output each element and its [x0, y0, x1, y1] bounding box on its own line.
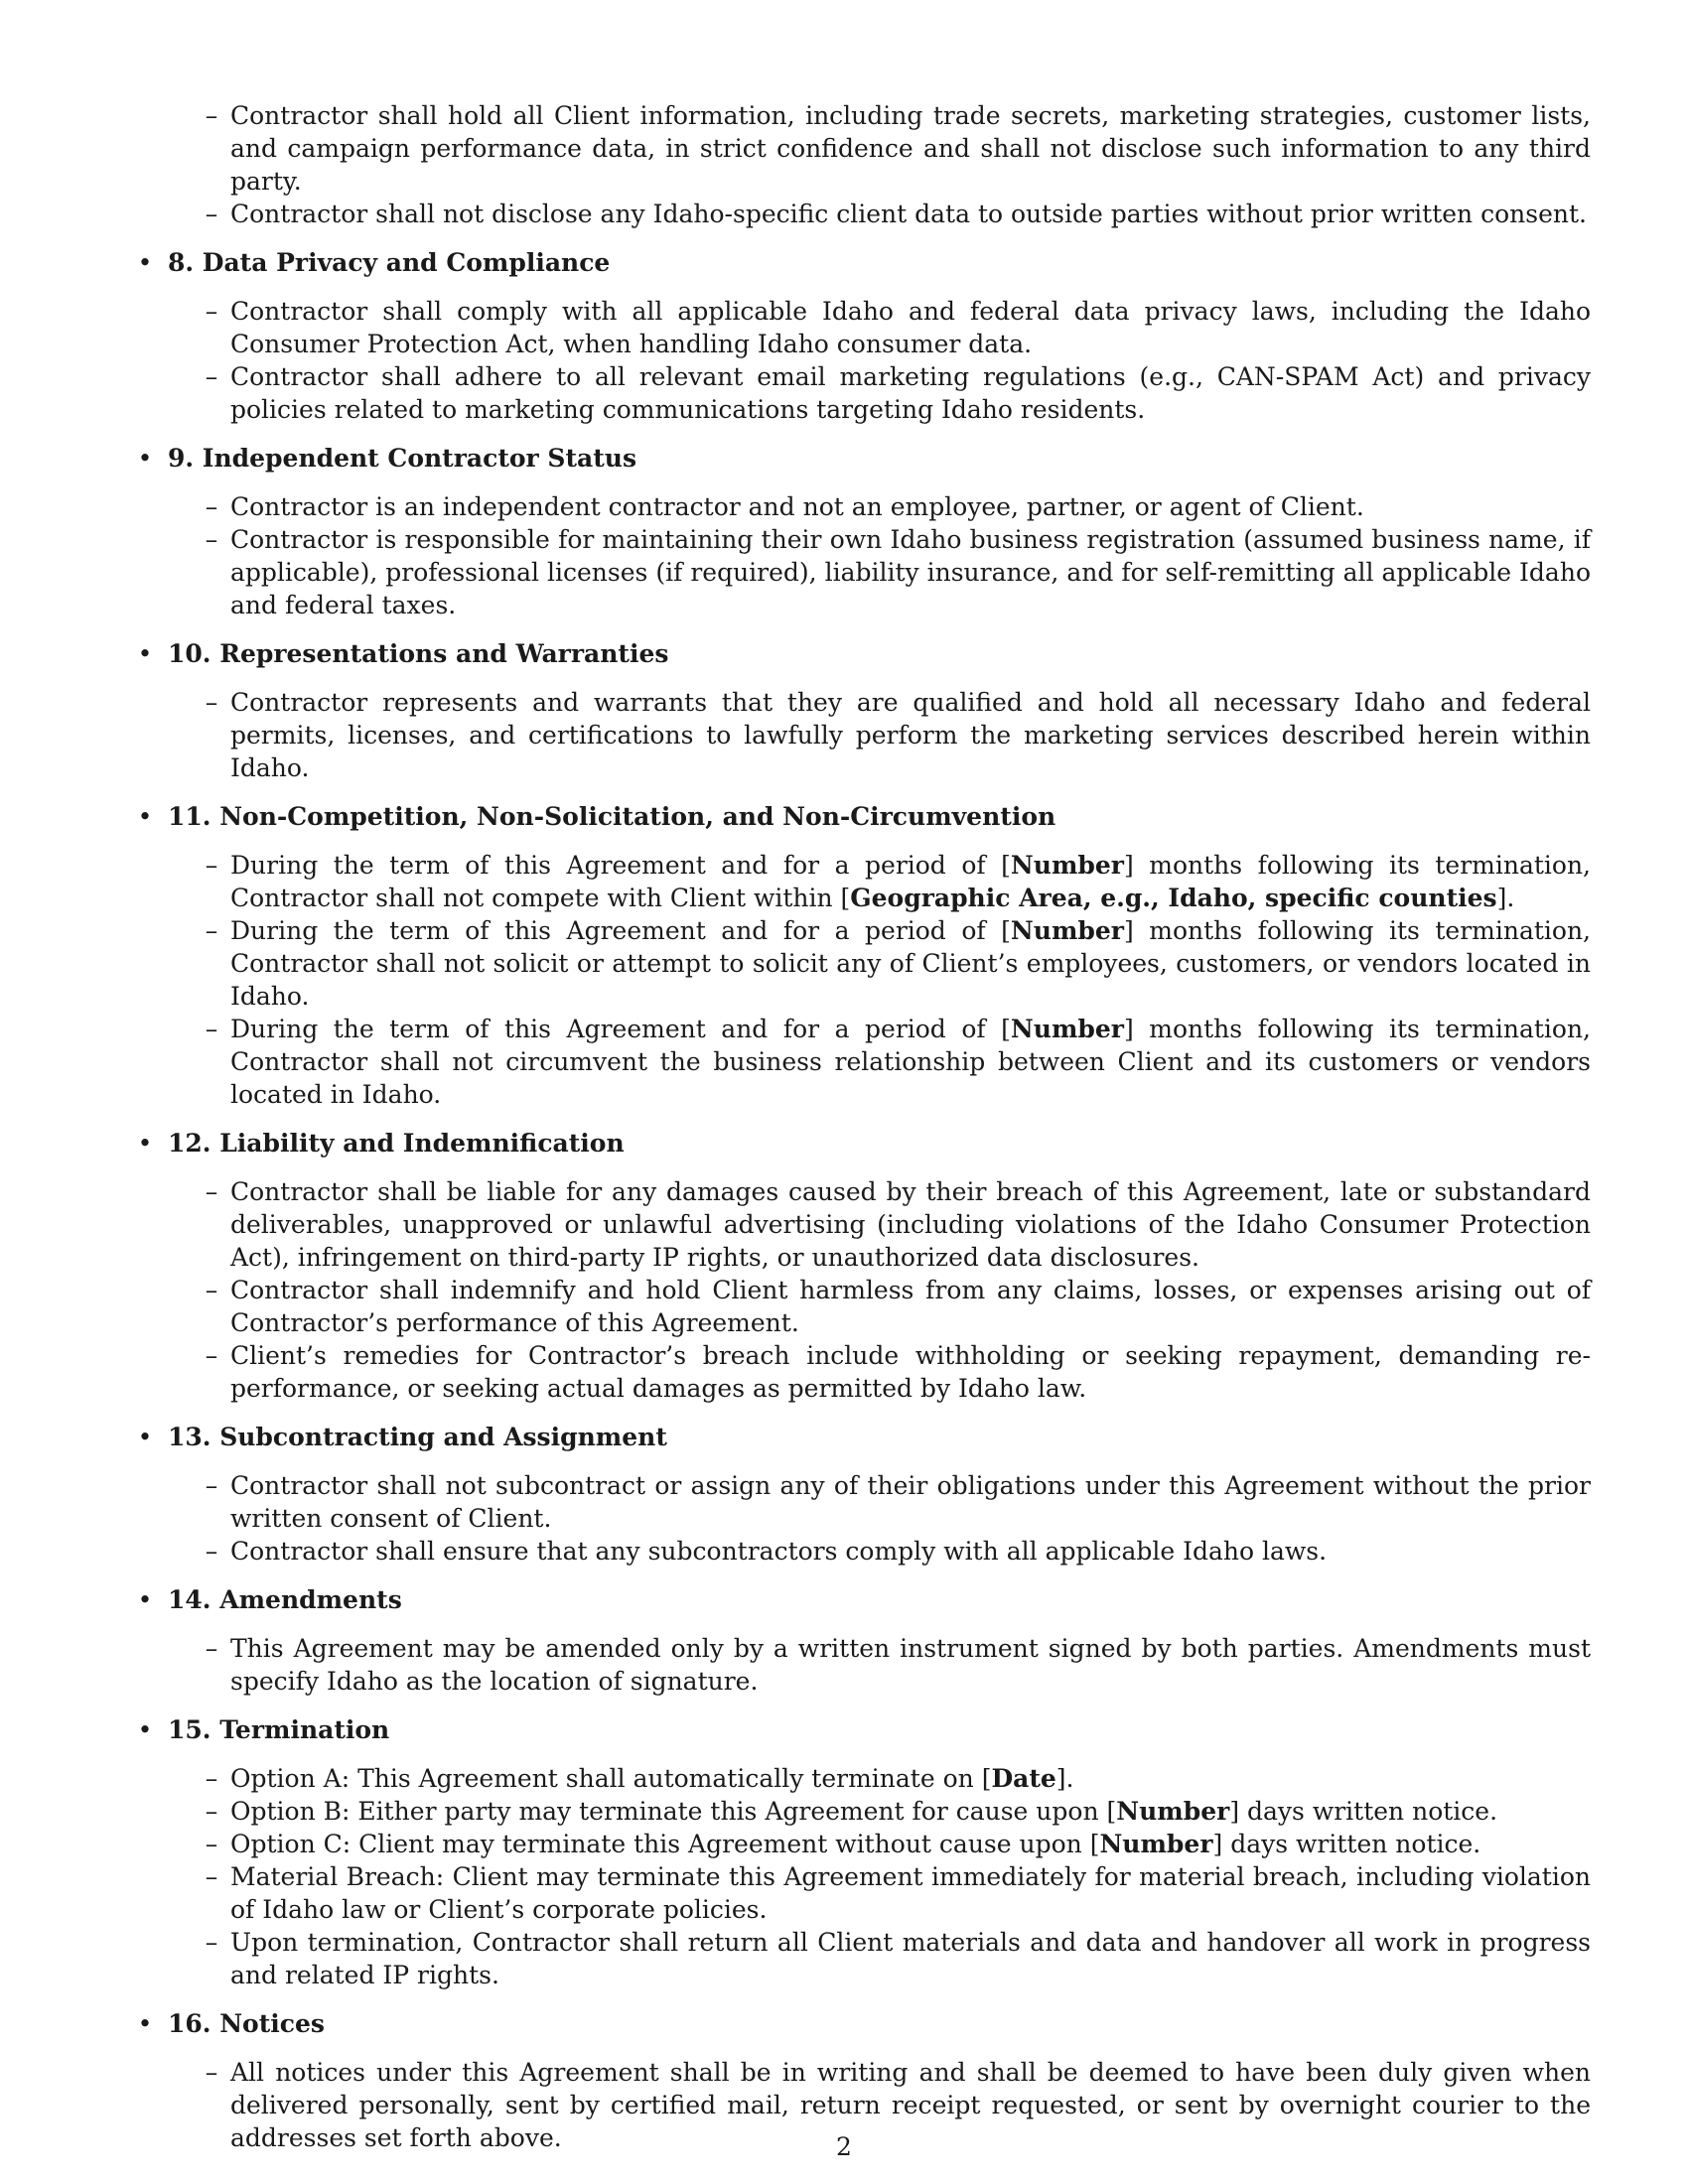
clause-item: [205, 99, 1591, 198]
bold-placeholder: Number: [1010, 851, 1124, 880]
dash-marker: –: [205, 1177, 218, 1206]
section: [135, 1583, 1591, 1698]
dash-marker: –: [205, 1830, 218, 1858]
bold-placeholder: Number: [1099, 1830, 1213, 1858]
section: [135, 246, 1591, 426]
bold-placeholder: Number: [1010, 1015, 1124, 1043]
clause-text: Option A: This Agreement shall automatically terminate on [Date].: [230, 1764, 1074, 1793]
dash-marker: –: [205, 1276, 218, 1304]
section-heading: 10. Representations and Warranties: [168, 639, 669, 668]
dash-marker: –: [205, 525, 218, 554]
clause-item: [205, 1013, 1591, 1111]
clause-text: During the term of this Agreement and for a period of [Number] months following its termination, Contractor shall not circumvent the business relationship between Client and its customers or vendors located in Idaho.: [230, 1015, 1591, 1109]
dash-marker: –: [205, 851, 218, 880]
clause-text: Contractor is an independent contractor and not an employee, partner, or agent of Client.: [230, 492, 1364, 521]
clause-text: During the term of this Agreement and for a period of [Number] months following its termination, Contractor shall not compete with Client within [Geographic Area, e.g., Idaho, specific counties].: [230, 851, 1591, 912]
clause-item: [205, 1926, 1591, 1991]
dash-marker: –: [205, 2058, 218, 2087]
bullet-marker: •: [137, 802, 153, 831]
bullet-marker: •: [137, 1129, 153, 1158]
clause-item: [205, 1795, 1591, 1828]
clause-item: [205, 849, 1591, 914]
clause-item: [205, 1274, 1591, 1339]
page-number: 2: [836, 2132, 852, 2161]
clause-item: [205, 1469, 1591, 1535]
clause-text: Contractor represents and warrants that they are qualified and hold all necessary Idaho and federal permits, licenses, and certifications to lawfully perform the marketing services described herein within Idaho.: [230, 688, 1591, 782]
dash-marker: –: [205, 1471, 218, 1500]
clause-item: [205, 360, 1591, 426]
section-heading: 15. Termination: [168, 1715, 390, 1744]
bullet-marker: •: [137, 1423, 153, 1451]
dash-marker: –: [205, 297, 218, 326]
dash-marker: –: [205, 362, 218, 391]
clause-list: [168, 1632, 1591, 1698]
section: [135, 800, 1591, 1111]
clause-text: Contractor shall comply with all applicable Idaho and federal data privacy laws, including the Idaho Consumer Protection Act, when handling Idaho consumer data.: [230, 297, 1591, 358]
clause-item: [205, 1762, 1591, 1795]
clause-list: [168, 849, 1591, 1111]
section: [135, 1713, 1591, 1991]
clause-text: All notices under this Agreement shall be in writing and shall be deemed to have been duly given when delivered personally, sent by certified mail, return receipt requested, or sent by overnight courier to the addresses set forth above.: [230, 2058, 1591, 2152]
bullet-marker: •: [137, 2009, 153, 2038]
dash-marker: –: [205, 1634, 218, 1663]
clause-item: [205, 490, 1591, 523]
dash-marker: –: [205, 1015, 218, 1043]
clause-text: Contractor shall not disclose any Idaho-specific client data to outside parties without prior written consent.: [230, 200, 1587, 228]
section: [135, 442, 1591, 621]
section: [135, 1127, 1591, 1405]
section-heading: 14. Amendments: [168, 1585, 402, 1614]
clause-item: [205, 1828, 1591, 1860]
dash-marker: –: [205, 688, 218, 717]
bold-placeholder: Number: [1116, 1797, 1230, 1826]
bullet-marker: •: [137, 1715, 153, 1744]
dash-marker: –: [205, 1797, 218, 1826]
bold-placeholder: Date: [991, 1764, 1056, 1793]
lead-item-list: [135, 99, 1591, 230]
bullet-marker: •: [137, 1585, 153, 1614]
clause-item: [205, 686, 1591, 784]
clause-text: Contractor shall adhere to all relevant email marketing regulations (e.g., CAN-SPAM Act) and privacy policies related to marketing communications targeting Idaho residents.: [230, 362, 1591, 424]
dash-marker: –: [205, 916, 218, 945]
bold-placeholder: Geographic Area, e.g., Idaho, specific counties: [850, 884, 1497, 912]
clause-list: [168, 1469, 1591, 1568]
clause-list: [168, 295, 1591, 426]
clause-text: Option B: Either party may terminate this Agreement for cause upon [Number] days written notice.: [230, 1797, 1498, 1826]
clause-item: [205, 1535, 1591, 1568]
dash-marker: –: [205, 101, 218, 130]
dash-marker: –: [205, 200, 218, 228]
section-list: [135, 246, 1591, 2154]
clause-text: Contractor shall be liable for any damages caused by their breach of this Agreement, late or substandard deliverables, unapproved or unlawful advertising (including violations of the Idaho Consumer Protection Act), infringement on third-party IP rights, or unauthorized data disclosures.: [230, 1177, 1591, 1272]
clause-text: Option C: Client may terminate this Agreement without cause upon [Number] days written notice.: [230, 1830, 1481, 1858]
dash-marker: –: [205, 1537, 218, 1566]
section-heading: 8. Data Privacy and Compliance: [168, 248, 611, 277]
clause-text: Material Breach: Client may terminate this Agreement immediately for material breach, including violation of Idaho law or Client’s corporate policies.: [230, 1862, 1591, 1924]
dash-marker: –: [205, 1764, 218, 1793]
clause-list: [168, 490, 1591, 621]
section-heading: 12. Liability and Indemnification: [168, 1129, 625, 1158]
clause-list: [168, 686, 1591, 784]
dash-marker: –: [205, 1341, 218, 1370]
section: [135, 637, 1591, 784]
section-heading: 9. Independent Contractor Status: [168, 444, 637, 473]
clause-item: [205, 198, 1591, 230]
clause-text: Client’s remedies for Contractor’s breach include withholding or seeking repayment, demanding re-performance, or seeking actual damages as permitted by Idaho law.: [230, 1341, 1591, 1403]
clause-text: During the term of this Agreement and for a period of [Number] months following its termination, Contractor shall not solicit or attempt to solicit any of Client’s employees, customers, or vendors located in Idaho.: [230, 916, 1591, 1011]
clause-item: [205, 914, 1591, 1013]
section-heading: 11. Non-Competition, Non-Solicitation, and Non-Circumvention: [168, 802, 1056, 831]
dash-marker: –: [205, 1928, 218, 1957]
section-heading: 16. Notices: [168, 2009, 325, 2038]
clause-text: Contractor is responsible for maintaining their own Idaho business registration (assumed business name, if applicable), professional licenses (if required), liability insurance, and for self-remitting all applicable Idaho and federal taxes.: [230, 525, 1591, 619]
clause-item: [205, 1339, 1591, 1405]
section-heading: 13. Subcontracting and Assignment: [168, 1423, 667, 1451]
dash-marker: –: [205, 1862, 218, 1891]
bold-placeholder: Number: [1010, 916, 1124, 945]
clause-item: [205, 1632, 1591, 1698]
clause-text: Contractor shall not subcontract or assign any of their obligations under this Agreement without the prior written consent of Client.: [230, 1471, 1591, 1533]
clause-text: This Agreement may be amended only by a written instrument signed by both parties. Amendments must specify Idaho as the location of signature.: [230, 1634, 1591, 1696]
clause-text: Contractor shall hold all Client information, including trade secrets, marketing strategies, customer lists, and campaign performance data, in strict confidence and shall not disclose such information to any third party.: [230, 101, 1591, 196]
clause-item: [205, 523, 1591, 621]
section: [135, 1421, 1591, 1568]
dash-marker: –: [205, 492, 218, 521]
bullet-marker: •: [137, 248, 153, 277]
bullet-marker: •: [137, 639, 153, 668]
clause-text: Upon termination, Contractor shall return all Client materials and data and handover all work in progress and related IP rights.: [230, 1928, 1591, 1989]
clause-item: [205, 1175, 1591, 1274]
clause-item: [205, 1860, 1591, 1926]
clause-item: [205, 295, 1591, 360]
page-content: [135, 99, 1591, 2170]
bullet-marker: •: [137, 444, 153, 473]
clause-text: Contractor shall indemnify and hold Client harmless from any claims, losses, or expenses arising out of Contractor’s performance of this Agreement.: [230, 1276, 1591, 1337]
clause-text: Contractor shall ensure that any subcontractors comply with all applicable Idaho laws.: [230, 1537, 1328, 1566]
clause-list: [168, 1762, 1591, 1991]
clause-list: [168, 1175, 1591, 1405]
